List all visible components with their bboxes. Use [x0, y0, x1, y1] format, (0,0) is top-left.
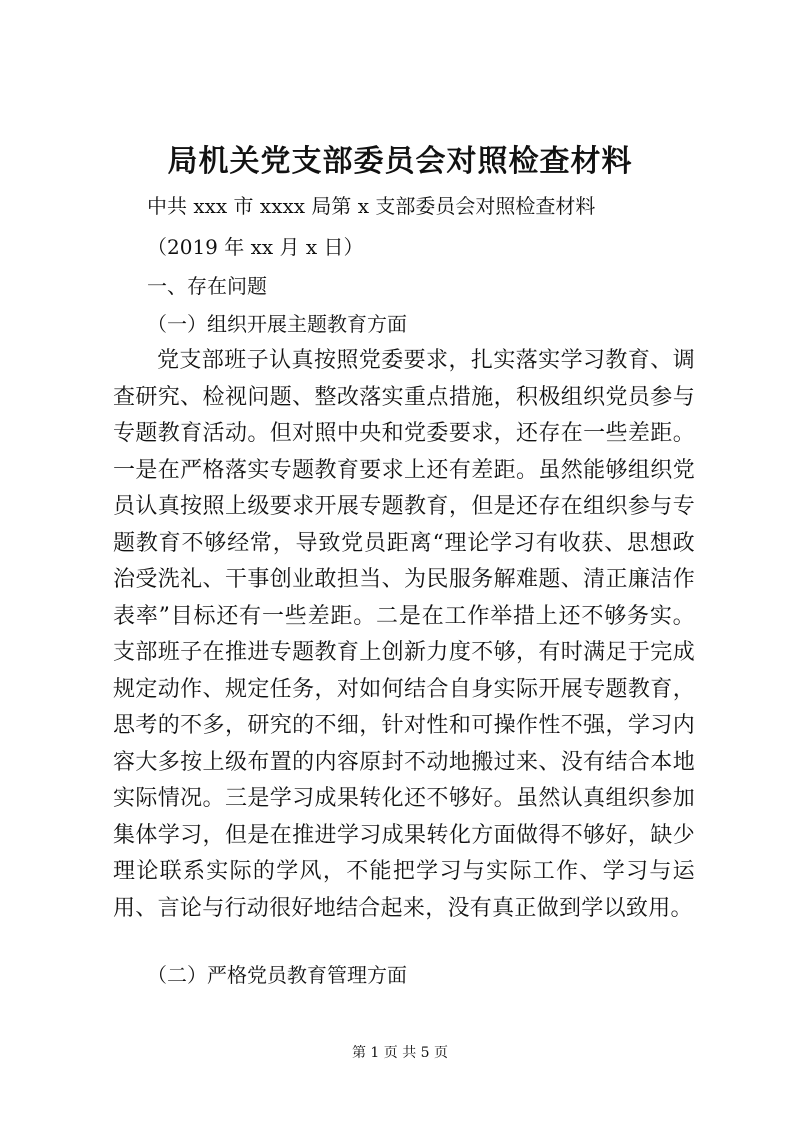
document-title: 局机关党支部委员会对照检查材料	[167, 144, 633, 179]
section-heading: 一、存在问题	[147, 274, 267, 298]
body-paragraph: 党支部班子认真按照党委要求，扎实落实学习教育、调查研究、检视问题、整改落实重点措施，积极组织党员参与专题教育活动。但对照中央和党委要求，还存在一些差距。一是在严格落实专题教育要求上还有差距。虽然能够组织党员认真按照上级要求开展专题教育，但是还存在组织参与专题教育不够经常，导致党员距离“理论学习有收获、思想政治受洗礼、干事创业敢担当、为民服务解难题、清正廉洁作表率”目标还有一些差距。二是在工作举措上还不够务实。支部班子在推进专题教育上创新力度不够，有时满足于完成规定动作、规定任务，对如何结合自身实际开展专题教育，思考的不多，研究的不细，针对性和可操作性不强，学习内容大多按上级布置的内容原封不动地搬过来、没有结合本地实际情况。三是学习成果转化还不够好。虽然认真组织参加集体学习，但是在推进学习成果转化方面做得不够好，缺少理论联系实际的学风，不能把学习与实际工作、学习与运用、言论与行动很好地结合起来，没有真正做到学以致用。	[113, 348, 695, 921]
page-number: 第 1 页 共 5 页	[351, 1045, 449, 1061]
subsection-heading-2: （二）严格党员教育管理方面	[147, 963, 407, 987]
document-date: （2019 年 xx 月 x 日）	[147, 235, 364, 259]
document-subtitle: 中共 xxx 市 xxxx 局第 x 支部委员会对照检查材料	[147, 194, 596, 218]
subsection-heading: （一）组织开展主题教育方面	[147, 312, 407, 336]
